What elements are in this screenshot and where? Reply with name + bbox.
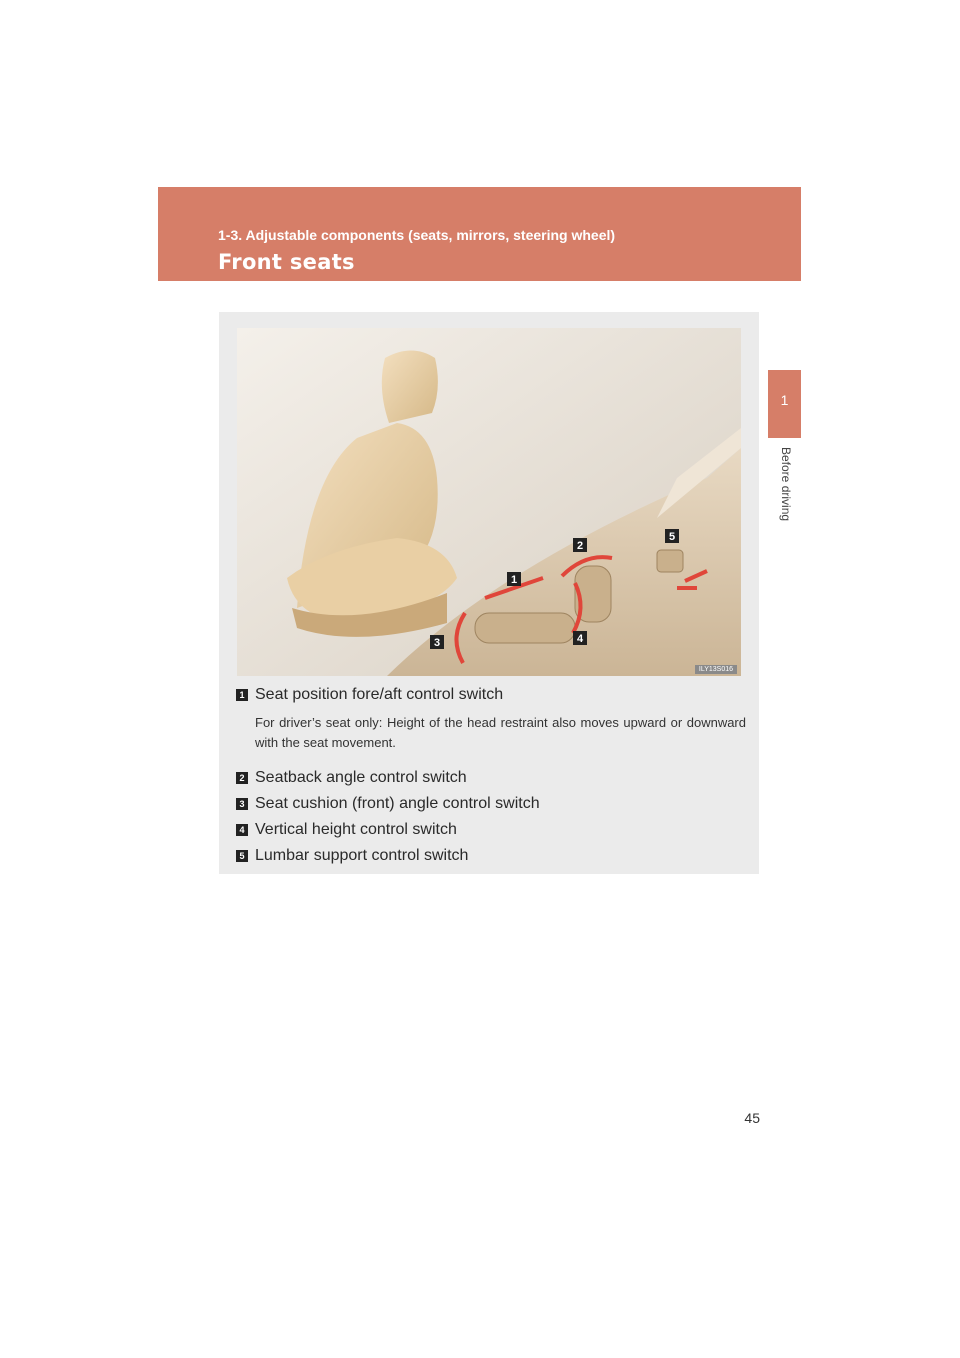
item-number: 5 [236,850,248,862]
item-label: Seat cushion (front) angle control switch [255,795,540,812]
section-header [158,187,801,281]
content-panel [219,312,759,874]
list-item [236,845,746,867]
item-number: 4 [236,824,248,836]
head-restraint [382,351,438,424]
page-number: 45 [744,1110,760,1126]
chapter-title: Before driving [779,447,793,522]
callout-1-text: 1 [510,574,518,586]
list-item [236,684,746,753]
callout-4-text: 4 [576,633,584,645]
item-label: Seat position fore/aft control switch [255,686,504,703]
item-label: Vertical height control switch [255,821,457,838]
list-item [236,819,746,841]
list-item [236,793,746,815]
figure-code: ILY13S016 [695,665,737,674]
chapter-tab[interactable] [768,370,801,438]
callout-3-text: 3 [433,637,441,649]
seat-diagram [237,328,741,676]
chapter-number: 1 [780,392,789,408]
item-note: For driver’s seat only: Height of the head restraint also moves upward or downward with the seat movement. [255,715,746,750]
lumbar-switch[interactable] [657,550,683,572]
list-item [236,767,746,789]
item-number: 3 [236,798,248,810]
page-title: Front seats [218,250,355,274]
item-label: Seatback angle control switch [255,769,467,786]
item-number: 1 [236,689,248,701]
callout-2-text: 2 [576,540,584,552]
item-label: Lumbar support control switch [255,847,469,864]
seat-illustration [237,328,741,676]
section-label: 1-3. Adjustable components (seats, mirrors, steering wheel) [218,227,616,243]
callout-5-text: 5 [668,531,676,543]
seat-cushion-switch[interactable] [475,613,575,643]
control-switch-list [236,684,746,867]
item-number: 2 [236,772,248,784]
